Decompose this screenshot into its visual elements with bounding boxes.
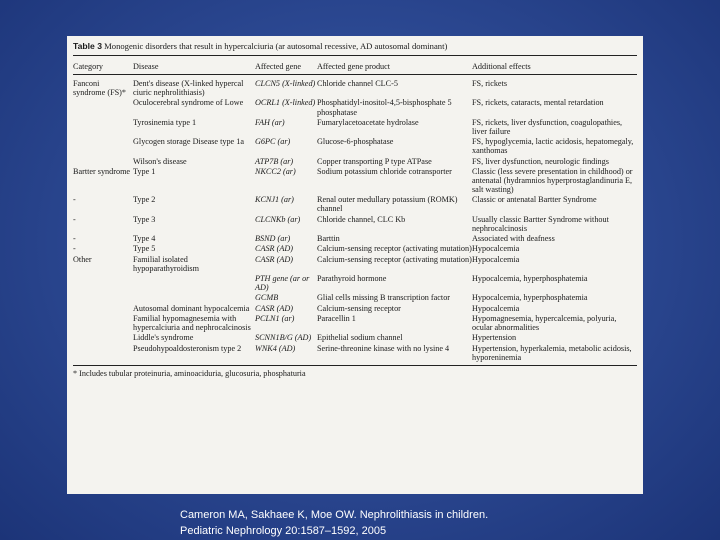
cell-effects: FS, rickets, cataracts, mental retardation xyxy=(472,98,604,108)
cell-effects: Hypertension xyxy=(472,333,517,343)
cell-gene: WNK4 (AD) xyxy=(255,342,317,365)
cell-product: Barttin xyxy=(317,234,340,244)
cell-effects: Hypocalcemia xyxy=(472,254,520,264)
cell-category: Bartter syndrome xyxy=(73,166,131,176)
cell-disease xyxy=(133,273,255,292)
cell-disease: Type 5 xyxy=(133,244,156,254)
cell-product: Phosphatidyl-inositol-4,5-bisphosphate 5 phosphatase xyxy=(317,98,452,117)
cell-product: Chloride channel, CLC Kb xyxy=(317,214,406,224)
table-row xyxy=(73,214,637,233)
table-row xyxy=(73,194,637,213)
citation-line-1: Cameron MA, Sakhaee K, Moe OW. Nephrolithiasis in children. xyxy=(180,509,489,521)
cell-disease: Glycogen storage Disease type 1a xyxy=(133,137,244,147)
cell-effects: FS, rickets xyxy=(472,79,508,89)
cell-effects: Hypocalcemia xyxy=(472,303,520,313)
cell-disease: Autosomal dominant hypocalcemia xyxy=(133,303,250,313)
table-body xyxy=(73,75,637,366)
cell-product: Glucose-6-phosphatase xyxy=(317,137,394,147)
cell-category: - xyxy=(73,244,76,254)
citation-line-2: Pediatric Nephrology 20:1587–1592, 2005 xyxy=(180,525,387,537)
column-header: Disease xyxy=(133,56,255,75)
table-row xyxy=(73,166,637,194)
cell-gene: OCRL1 (X-linked) xyxy=(255,98,316,108)
table-row xyxy=(73,155,637,165)
cell-effects: Hypertension, hyperkalemia, metabolic acidosis, hyporeninemia xyxy=(472,342,637,365)
cell-category: Fanconi syndrome (FS)* xyxy=(73,79,126,98)
table-figure xyxy=(67,36,643,494)
cell-product: Paracellin 1 xyxy=(317,313,356,323)
cell-product: Serine-threonine kinase with no lysine 4 xyxy=(317,342,472,365)
cell-disease: Type 1 xyxy=(133,166,156,176)
cell-gene: CLCN5 (X-linked) xyxy=(255,79,316,89)
cell-disease: Wilson's disease xyxy=(133,156,187,166)
cell-effects: Hypocalcemia xyxy=(472,244,520,254)
cell-category: - xyxy=(73,234,76,244)
cell-product: Calcium-sensing receptor (activating mutation) xyxy=(317,254,472,264)
table-row xyxy=(73,233,637,243)
table-row xyxy=(73,292,637,302)
cell-product: Calcium-sensing receptor (activating mutation) xyxy=(317,244,472,254)
cell-gene: PCLN1 (ar) xyxy=(255,313,295,323)
cell-category: - xyxy=(73,214,76,224)
cell-effects: Classic or antenatal Bartter Syndrome xyxy=(472,195,597,205)
cell-effects: Hypomagnesemia, hypercalcemia, polyuria, ocular abnormalities xyxy=(472,313,617,333)
cell-disease: Type 4 xyxy=(133,234,156,244)
cell-category xyxy=(73,117,133,136)
cell-disease: Familial isolated hypoparathyroidism xyxy=(133,254,199,273)
table-footnote: * Includes tubular proteinuria, aminoaciduria, glucosuria, phosphaturia xyxy=(73,368,306,378)
table-row xyxy=(73,303,637,313)
cell-category xyxy=(73,273,133,292)
cell-disease: Liddle's syndrome xyxy=(133,333,194,343)
cell-product: Glial cells missing B transcription factor xyxy=(317,293,451,303)
column-header: Affected gene xyxy=(255,56,317,75)
cell-product: Parathyroid hormone xyxy=(317,274,387,284)
cell-product: Calcium-sensing receptor xyxy=(317,303,401,313)
cell-gene: NKCC2 (ar) xyxy=(255,166,296,176)
cell-category xyxy=(73,303,133,313)
cell-disease: Type 2 xyxy=(133,195,156,205)
table-row xyxy=(73,117,637,136)
cell-effects: Hypocalcemia, hyperphosphatemia xyxy=(472,293,588,303)
cell-effects: Usually classic Bartter Syndrome without nephrocalcinosis xyxy=(472,214,609,233)
cell-category xyxy=(73,292,133,302)
table-row xyxy=(73,332,637,342)
table-row xyxy=(73,97,637,116)
column-header: Category xyxy=(73,56,133,75)
table-row xyxy=(73,136,637,155)
cell-category xyxy=(73,313,133,332)
table-row xyxy=(73,342,637,365)
table-title xyxy=(73,39,637,56)
table-row xyxy=(73,243,637,253)
cell-disease: Pseudohypoaldosteronism type 2 xyxy=(133,342,255,365)
cell-product: Copper transporting P type ATPase xyxy=(317,156,432,166)
cell-product: Epithelial sodium channel xyxy=(317,333,403,343)
table-caption: Monogenic disorders that result in hypercalciuria (ar autosomal recessive, AD autosomal dominant) xyxy=(104,41,448,51)
cell-product: Sodium potassium chloride cotransporter xyxy=(317,166,452,176)
cell-gene: GCMB xyxy=(255,293,279,303)
disorders-table xyxy=(73,56,637,366)
column-header: Affected gene product xyxy=(317,56,472,75)
cell-gene: KCNJ1 (ar) xyxy=(255,195,294,205)
cell-disease: Tyrosinemia type 1 xyxy=(133,117,197,127)
cell-category xyxy=(73,97,133,116)
cell-disease: Type 3 xyxy=(133,214,156,224)
cell-gene: SCNN1B/G (AD) xyxy=(255,333,312,343)
cell-effects: Associated with deafness xyxy=(472,234,555,244)
cell-category xyxy=(73,155,133,165)
cell-effects: FS, liver dysfunction, neurologic findings xyxy=(472,156,609,166)
cell-gene: CASR (AD) xyxy=(255,254,293,264)
cell-effects: Classic (less severe presentation in childhood) or antenatal (hydramnios hyperprostaglandinuria E, salt wasting) xyxy=(472,166,633,195)
cell-gene: CASR (AD) xyxy=(255,244,293,254)
cell-disease: Dent's disease (X-linked hypercal ciuric nephrolithiasis) xyxy=(133,79,244,98)
cell-disease: Oculocerebral syndrome of Lowe xyxy=(133,98,244,108)
cell-gene: PTH gene (ar or AD) xyxy=(255,274,310,293)
cell-gene: G6PC (ar) xyxy=(255,137,291,147)
cell-effects: FS, hypoglycemia, lactic acidosis, hepatomegaly, xanthomas xyxy=(472,137,634,156)
table-row xyxy=(73,273,637,292)
table-header-row xyxy=(73,56,637,75)
cell-category xyxy=(73,342,133,365)
cell-category: - xyxy=(73,195,76,205)
cell-gene: CLCNKb (ar) xyxy=(255,214,301,224)
cell-gene: ATP7B (ar) xyxy=(255,156,294,166)
cell-effects: Hypocalcemia, hyperphosphatemia xyxy=(472,274,588,284)
cell-disease: Familial hypomagnesemia with hypercalciuria and nephrocalcinosis xyxy=(133,313,251,333)
cell-disease xyxy=(133,292,255,302)
table-row xyxy=(73,313,637,332)
cell-gene: CASR (AD) xyxy=(255,303,293,313)
cell-category: Other xyxy=(73,254,92,264)
table-row xyxy=(73,253,637,272)
cell-product: Chloride channel CLC-5 xyxy=(317,79,398,89)
cell-effects: FS, rickets, liver dysfunction, coagulopathies, liver failure xyxy=(472,117,623,136)
cell-product: Fumarylacetoacetate hydrolase xyxy=(317,117,419,127)
cell-gene: BSND (ar) xyxy=(255,234,291,244)
column-header: Additional effects xyxy=(472,56,637,75)
cell-category xyxy=(73,332,133,342)
cell-gene: FAH (ar) xyxy=(255,117,285,127)
citation xyxy=(180,507,488,539)
table-row xyxy=(73,75,637,98)
cell-category xyxy=(73,136,133,155)
cell-product: Renal outer medullary potassium (ROMK) channel xyxy=(317,195,458,214)
table-label: Table 3 xyxy=(73,41,102,51)
